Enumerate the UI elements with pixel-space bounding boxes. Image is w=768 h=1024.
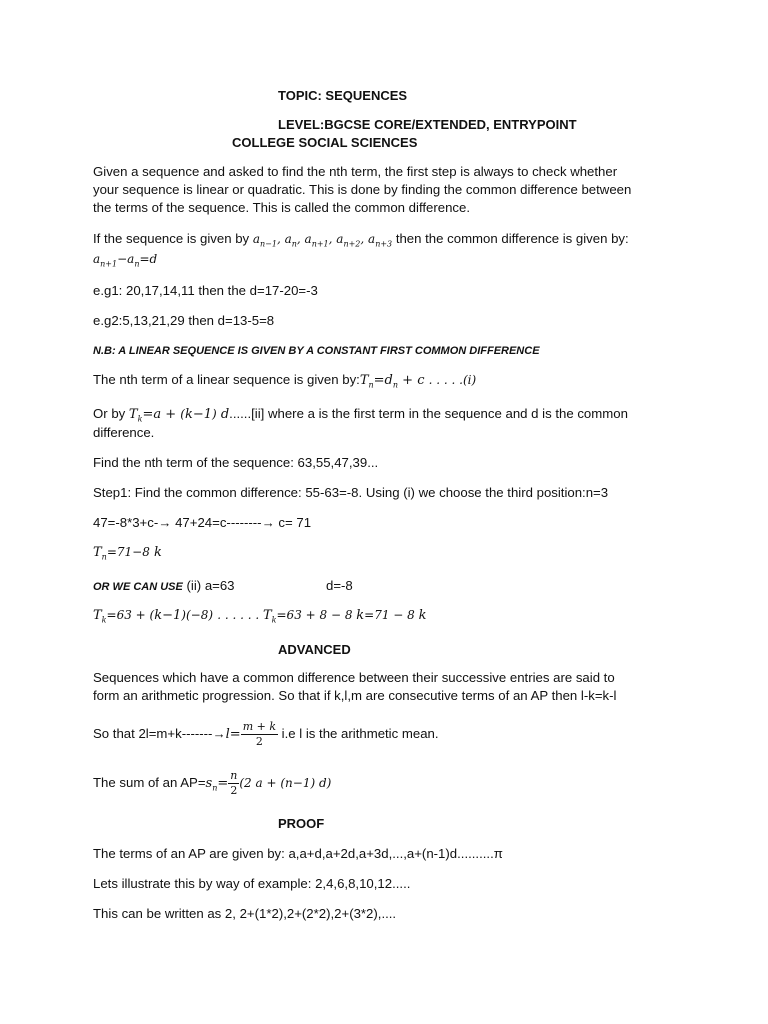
or-we-can-use-d: d=-8 (326, 578, 353, 593)
intro-line-1: Given a sequence and asked to find the nth term, the first step is always to check whether (93, 164, 618, 179)
sum-fraction: $\frac{n}{2}$ (230, 769, 238, 798)
mean-fraction: $\frac{m + k}{2}$ (242, 720, 277, 749)
calc-line: 47=-8*3+c-→ 47+24=c--------→ c= 71 (93, 515, 312, 530)
arithmetic-mean-line: So that 2l=m+k-------→l= $\frac{m + k}{2}$ i.e l is the arithmetic mean. (93, 720, 439, 749)
nb-note: N.B: A LINEAR SEQUENCE IS GIVEN BY A CONSTANT FIRST COMMON DIFFERENCE (93, 345, 540, 357)
or-by-line: Or by $T_k=a + (k-1)$ d......[ii] where a is the first term in the sequence and d is the common (93, 406, 628, 424)
or-we-can-use-line: OR WE CAN USE (ii) a=63 (93, 578, 235, 593)
sequence-given-prefix: If the sequence is given by (93, 231, 250, 246)
tk-expansion: $T_k=63 + (k-1)(-8)$ . . . . . . $T_k=63 + 8 - 8$ k=71 − 8 k (93, 608, 427, 625)
nth-term-formula: $T_n=d_n + c$ . . . . .(i) (359, 373, 477, 390)
nth-term-text: The nth term of a linear sequence is given by: (93, 372, 360, 387)
sequence-terms: $a_{n-1}$, $a_n$, $a_{n+1}$, $a_{n+2}$, $a_{n+3}$ (252, 232, 393, 249)
sequence-given-line (93, 230, 629, 253)
ap-definition-line-1: Sequences which have a common difference between their successive entries are said to (93, 670, 615, 685)
tn-result: $T_n=71-8$ k (93, 545, 162, 562)
or-by-line-2: difference. (93, 425, 155, 440)
arrow-icon: → (158, 515, 172, 530)
arrow-icon: → (261, 515, 275, 530)
college-heading: COLLEGE SOCIAL SCIENCES (232, 135, 418, 150)
example-1: e.g1: 20,17,14,11 then the d=17-20=-3 (93, 283, 318, 298)
advanced-heading: ADVANCED (278, 642, 351, 657)
intro-line-3: the terms of the sequence. This is called the common difference. (93, 200, 471, 215)
sequence-given-suffix: then the common difference is given by: (395, 231, 629, 246)
common-difference-formula: $a_{n+1}-a_n=d$ (93, 252, 158, 269)
proof-line-2: Lets illustrate this by way of example: 2,4,6,8,10,12..... (93, 876, 411, 891)
step-1: Step1: Find the common difference: 55-63=-8. Using (i) we choose the third position:n=3 (93, 485, 609, 500)
arrow-icon: → (212, 726, 226, 741)
tk-formula: $T_k=a + (k-1)$ d (128, 407, 230, 424)
topic-heading: TOPIC: SEQUENCES (278, 88, 408, 103)
nth-term-line (93, 371, 476, 395)
intro-line-2: your sequence is linear or quadratic. This is done by finding the common difference between (93, 182, 632, 197)
find-nth-question: Find the nth term of the sequence: 63,55,47,39... (93, 455, 379, 470)
level-heading: LEVEL:BGCSE CORE/EXTENDED, ENTRYPOINT (278, 117, 577, 132)
ap-definition-line-2: form an arithmetic progression. So that if k,l,m are consecutive terms of an AP then l-k=k-l (93, 688, 617, 703)
proof-heading: PROOF (278, 816, 325, 831)
example-2: e.g2:5,13,21,29 then d=13-5=8 (93, 313, 275, 328)
proof-line-3: This can be written as 2, 2+(1*2),2+(2*2),2+(3*2),.... (93, 906, 397, 921)
proof-line-1: The terms of an AP are given by: a,a+d,a+2d,a+3d,...,a+(n-1)d..........π (93, 846, 503, 861)
ap-sum-line: The sum of an $AP=s_n=$ $\frac{n}{2}$ (2 a + (n−1) d) (93, 769, 332, 798)
